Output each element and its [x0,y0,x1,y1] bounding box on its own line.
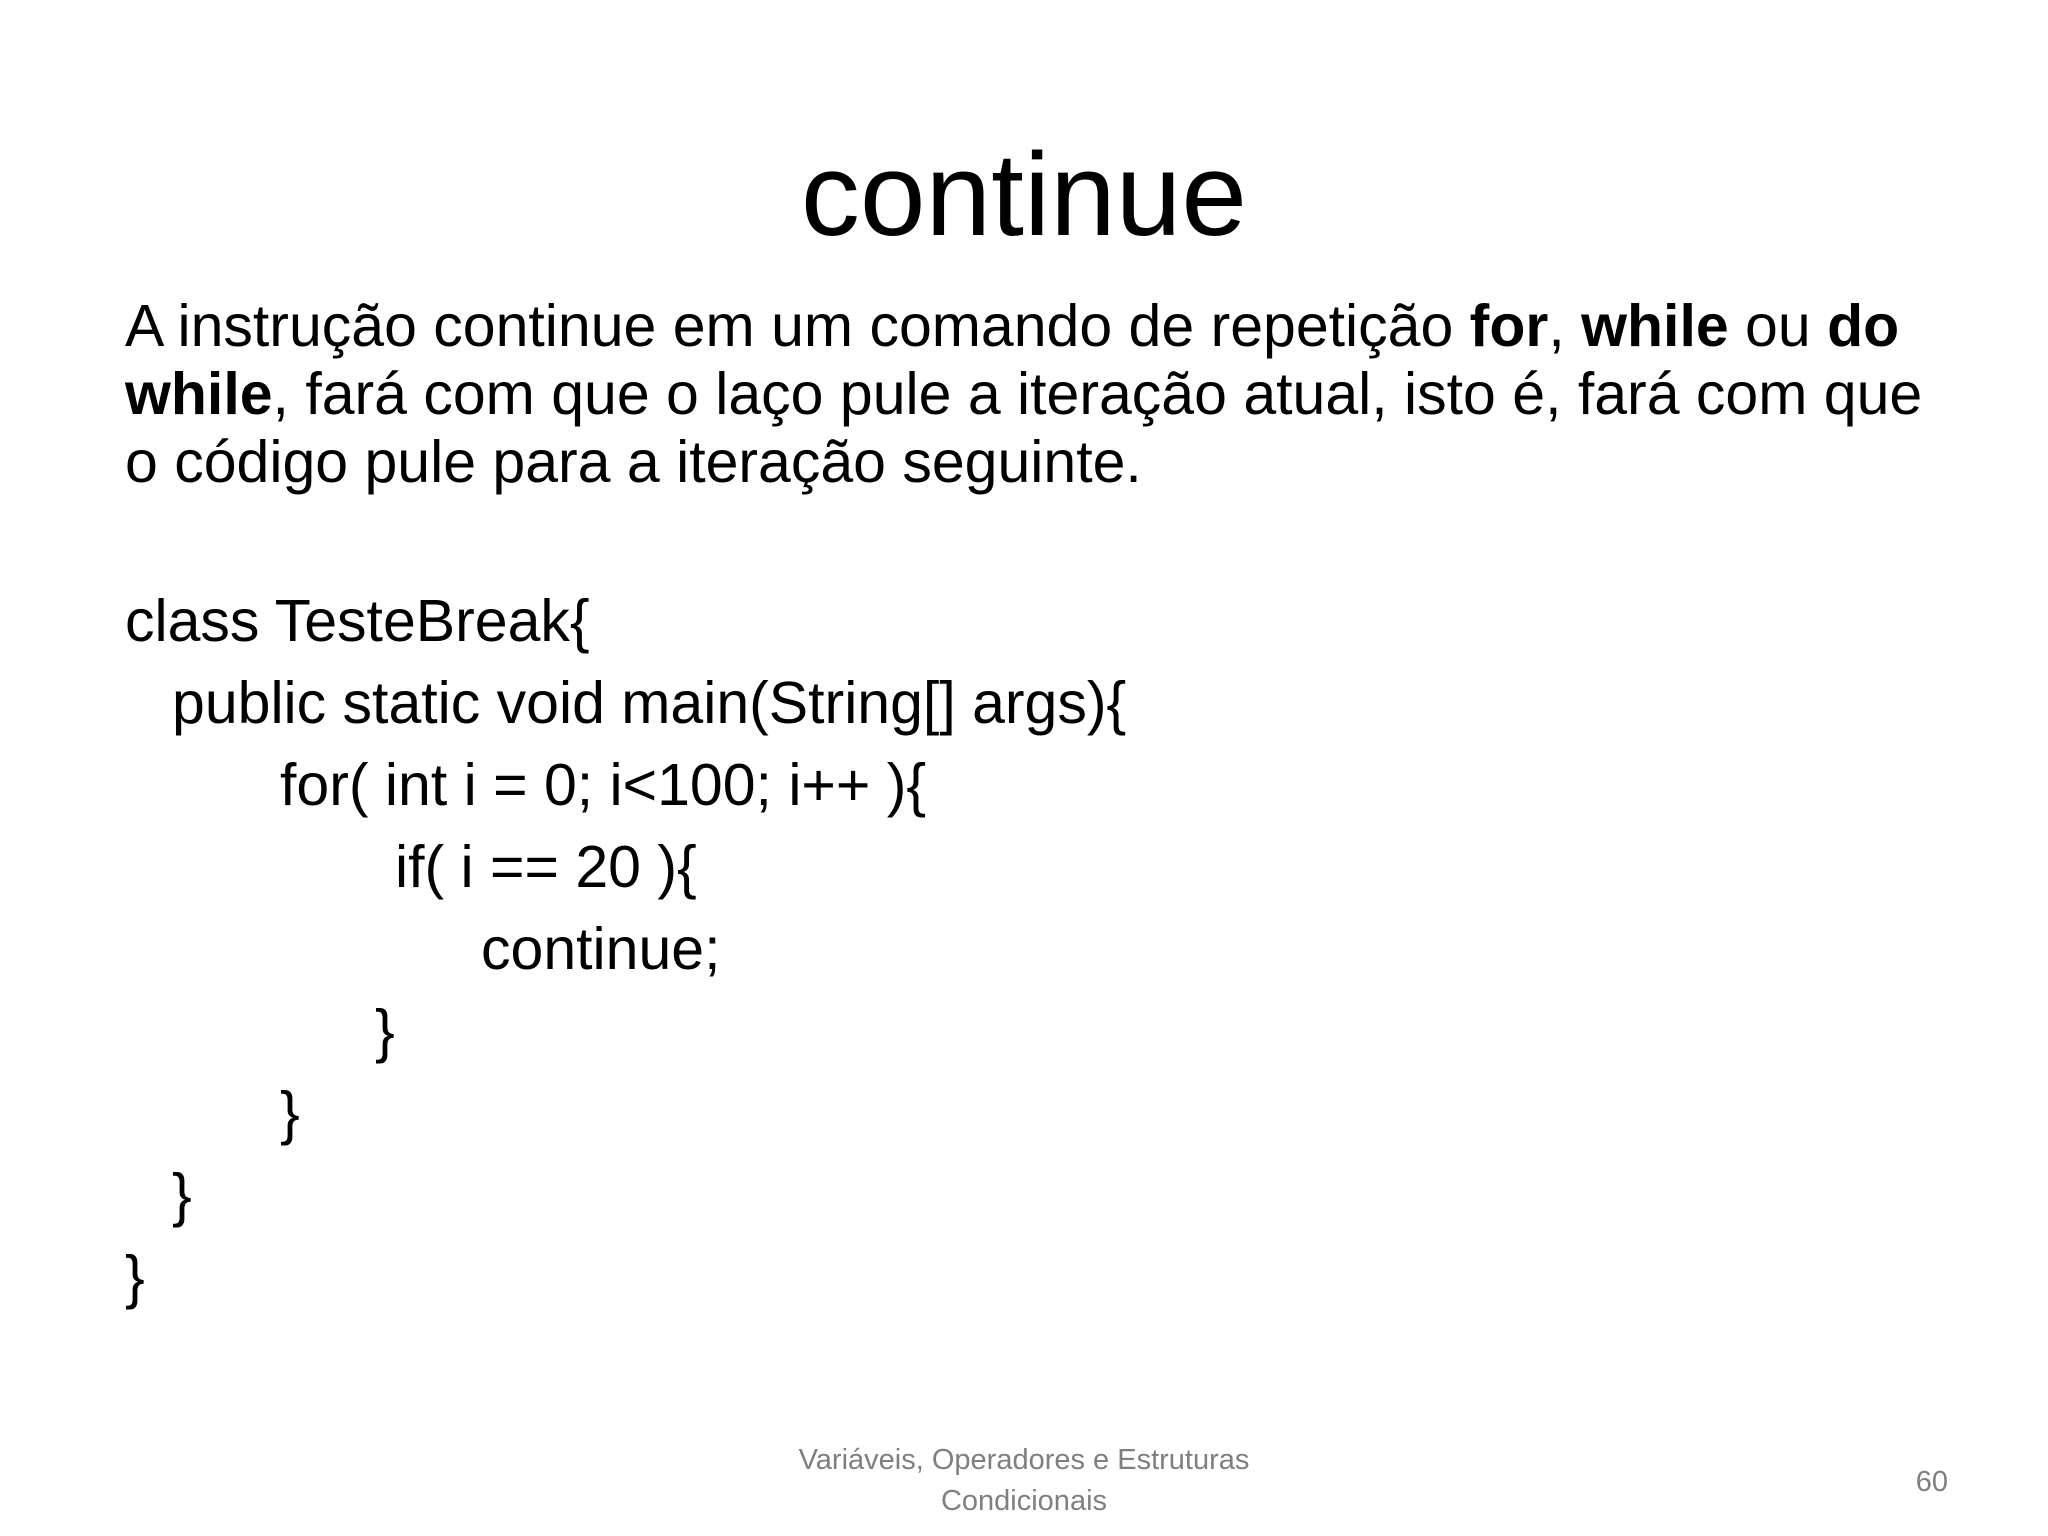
code-line: continue; [481,916,721,982]
code-line: } [280,1080,300,1146]
code-line: } [172,1162,192,1228]
paragraph-text: ou [1728,293,1828,359]
keyword-for: for [1469,293,1549,359]
paragraph-text: , fará com que o laço pule a iteração atual, isto é, fará com que o código pule para a iteração seguinte. [125,361,1923,495]
code-line: } [125,1244,145,1310]
code-line: for( int i = 0; i<100; i++ ){ [280,752,927,818]
code-line: class TesteBreak{ [125,588,590,654]
keyword-do-while: do while [125,293,1900,427]
code-line: } [375,998,395,1064]
paragraph-text: , [1548,293,1582,359]
paragraph-text: A instrução continue em um comando de repetição [125,293,1470,359]
footer-line: Condicionais [940,1485,1108,1517]
slide-footer [724,1440,1324,1522]
code-line: public static void main(String[] args){ [172,670,1127,736]
slide-title: continue [800,129,1248,261]
code-block [125,580,1725,1318]
code-line: if( i == 20 ){ [395,834,697,900]
page-number: 60 [1915,1466,1948,1498]
footer-line: Variáveis, Operadores e Estruturas [798,1444,1250,1476]
slide-paragraph [125,292,1955,496]
keyword-while: while [1581,293,1729,359]
